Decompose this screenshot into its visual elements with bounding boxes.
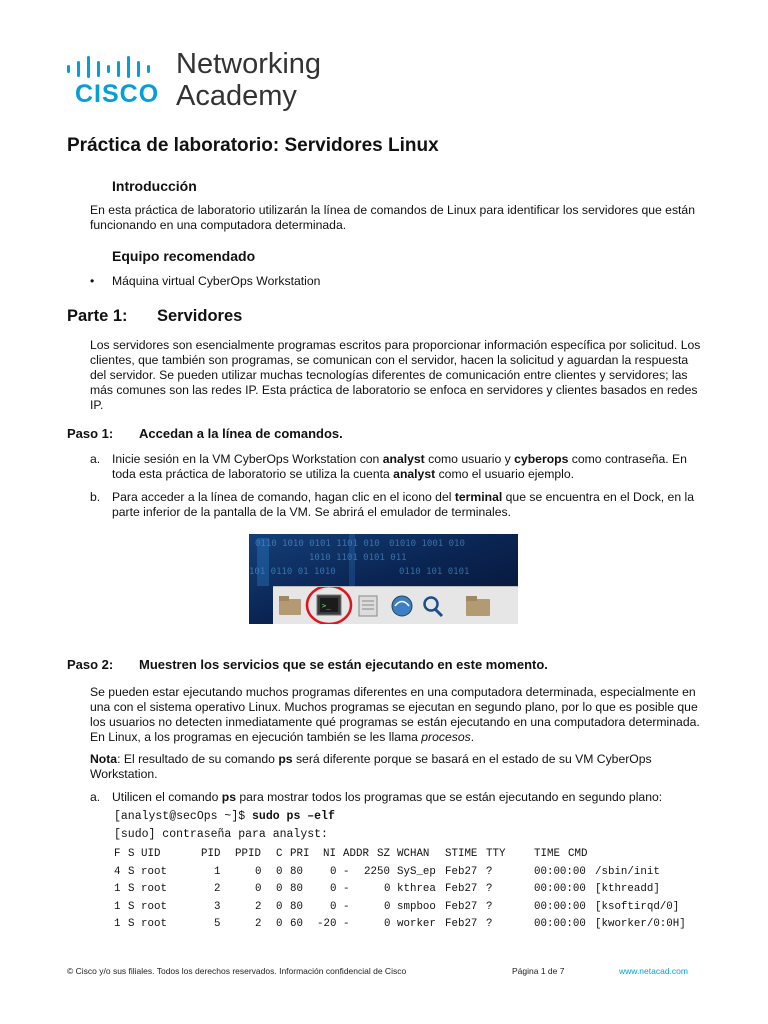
part1-label: Parte 1: bbox=[67, 307, 128, 325]
logo-line-academy: Academy bbox=[176, 80, 297, 112]
item-marker: a. bbox=[90, 790, 101, 804]
equipment-heading: Equipo recomendado bbox=[112, 248, 256, 264]
col-pri: PRI bbox=[290, 848, 310, 860]
part1-title: Servidores bbox=[157, 307, 243, 325]
col-stime: STIME bbox=[445, 848, 478, 860]
part1-text: Los servidores son esencialmente programas escritos para proporcionar información específica por solicitud. Los clientes, que también son programas, se comunican con el servidor, hacen la solicitud y aguardan la respuesta del servidor. Se pueden utilizar muchas tecnologías diferentes de comunicación entre clientes y servidores; las más comunes son las redes IP. Esta práctica de laboratorio se enfoca en servidores y clientes basados en redes IP. bbox=[90, 338, 701, 412]
item-marker: b. bbox=[90, 490, 101, 504]
col-uid: UID bbox=[141, 848, 161, 860]
part1-heading bbox=[67, 307, 242, 326]
step2-item-a bbox=[90, 790, 702, 805]
svg-text:01010 1001 010: 01010 1001 010 bbox=[389, 539, 465, 549]
folder-icon[interactable] bbox=[466, 596, 490, 616]
col-time: TIME bbox=[534, 848, 560, 860]
step1-item-a-text: Inicie sesión en la VM CyberOps Workstation con analyst como usuario y cyberops como contraseña. En toda esta práctica de laboratorio se utiliza la cuenta analyst como el usuario ejemplo. bbox=[112, 452, 687, 481]
col-s: S bbox=[128, 848, 135, 860]
document-title: Práctica de laboratorio: Servidores Linux bbox=[67, 135, 439, 156]
svg-text:0110 101 0101: 0110 101 0101 bbox=[399, 567, 470, 577]
step2-title: Muestren los servicios que se están ejecutando en este momento. bbox=[139, 657, 548, 672]
intro-text: En esta práctica de laboratorio utilizarán la línea de comandos de Linux para identificar los servidores que están funcionando en una computadora determinada. bbox=[90, 203, 695, 232]
item-marker: a. bbox=[90, 452, 101, 466]
dock-screenshot bbox=[249, 534, 518, 624]
footer-copyright: © Cisco y/o sus filiales. Todos los derechos reservados. Información confidencial de Cisco bbox=[67, 966, 407, 976]
dock-bar bbox=[273, 586, 518, 624]
col-ppid: PPID bbox=[235, 848, 261, 860]
col-f: F bbox=[114, 848, 121, 860]
step1-label: Paso 1: bbox=[67, 426, 114, 441]
file-manager-icon[interactable] bbox=[359, 596, 377, 616]
step1-item-b bbox=[90, 490, 702, 520]
col-c: C bbox=[276, 848, 283, 860]
svg-text:>_: >_ bbox=[322, 602, 331, 610]
folder-icon[interactable] bbox=[279, 596, 301, 615]
col-cmd: CMD bbox=[568, 848, 588, 860]
step1-item-b-text: Para acceder a la línea de comando, hagan clic en el icono del terminal que se encuentra en el Dock, en la parte inferior de la pantalla de la VM. Se abrirá el emulador de terminales. bbox=[112, 490, 694, 519]
search-icon[interactable] bbox=[425, 598, 443, 617]
step1-heading bbox=[67, 426, 343, 441]
svg-text:1010 1101 0101 011: 1010 1101 0101 011 bbox=[309, 553, 407, 563]
step2-note: Nota: El resultado de su comando ps será diferente porque se basará en el estado de su VM CyberOps Workstation. bbox=[90, 752, 652, 781]
col-ni: NI bbox=[323, 848, 336, 860]
terminal-sudo-line: [sudo] contraseña para analyst: bbox=[114, 828, 328, 841]
terminal-icon[interactable] bbox=[317, 595, 341, 615]
step2-label: Paso 2: bbox=[67, 657, 114, 672]
footer-link[interactable]: www.netacad.com bbox=[619, 966, 688, 976]
cisco-wordmark: CISCO bbox=[75, 80, 160, 108]
equipment-item bbox=[90, 274, 702, 289]
step1-item-a bbox=[90, 452, 702, 482]
step2-heading bbox=[67, 657, 548, 672]
footer-page-number: Página 1 de 7 bbox=[512, 966, 565, 976]
col-addr: ADDR bbox=[343, 848, 369, 860]
step2-item-a-text: Utilicen el comando ps para mostrar todos los programas que se están ejecutando en segundo plano: bbox=[112, 790, 663, 804]
svg-text:101 0110 01 1010: 101 0110 01 1010 bbox=[249, 567, 336, 577]
cisco-bars-icon bbox=[67, 56, 167, 78]
bullet: • bbox=[90, 274, 95, 288]
browser-icon[interactable] bbox=[392, 596, 412, 616]
step2-paragraph: Se pueden estar ejecutando muchos programas diferentes en una computadora determinada, especialmente en una con el sistema operativo Linux. Muchos programas se ejecutan en segundo plano, por lo que es posible que los usuarios no detecten inmediatamente qué programas se están ejecutando en una computadora determinada. En Linux, a los programas en ejecución también se les llama procesos. bbox=[90, 685, 700, 744]
equipment-item-text: Máquina virtual CyberOps Workstation bbox=[112, 274, 321, 288]
intro-heading: Introducción bbox=[112, 178, 197, 194]
svg-text:0110 1010 0101 1101 010: 0110 1010 0101 1101 010 bbox=[255, 539, 380, 549]
terminal-command-line: [analyst@secOps ~]$ sudo ps –elf bbox=[114, 810, 335, 823]
col-tty: TTY bbox=[486, 848, 506, 860]
logo-line-networking: Networking bbox=[176, 48, 322, 80]
step1-title: Accedan a la línea de comandos. bbox=[139, 426, 343, 441]
cisco-networking-academy-logo bbox=[67, 50, 327, 110]
col-sz: SZ bbox=[377, 848, 390, 860]
col-wchan: WCHAN bbox=[397, 848, 430, 860]
col-pid: PID bbox=[201, 848, 221, 860]
